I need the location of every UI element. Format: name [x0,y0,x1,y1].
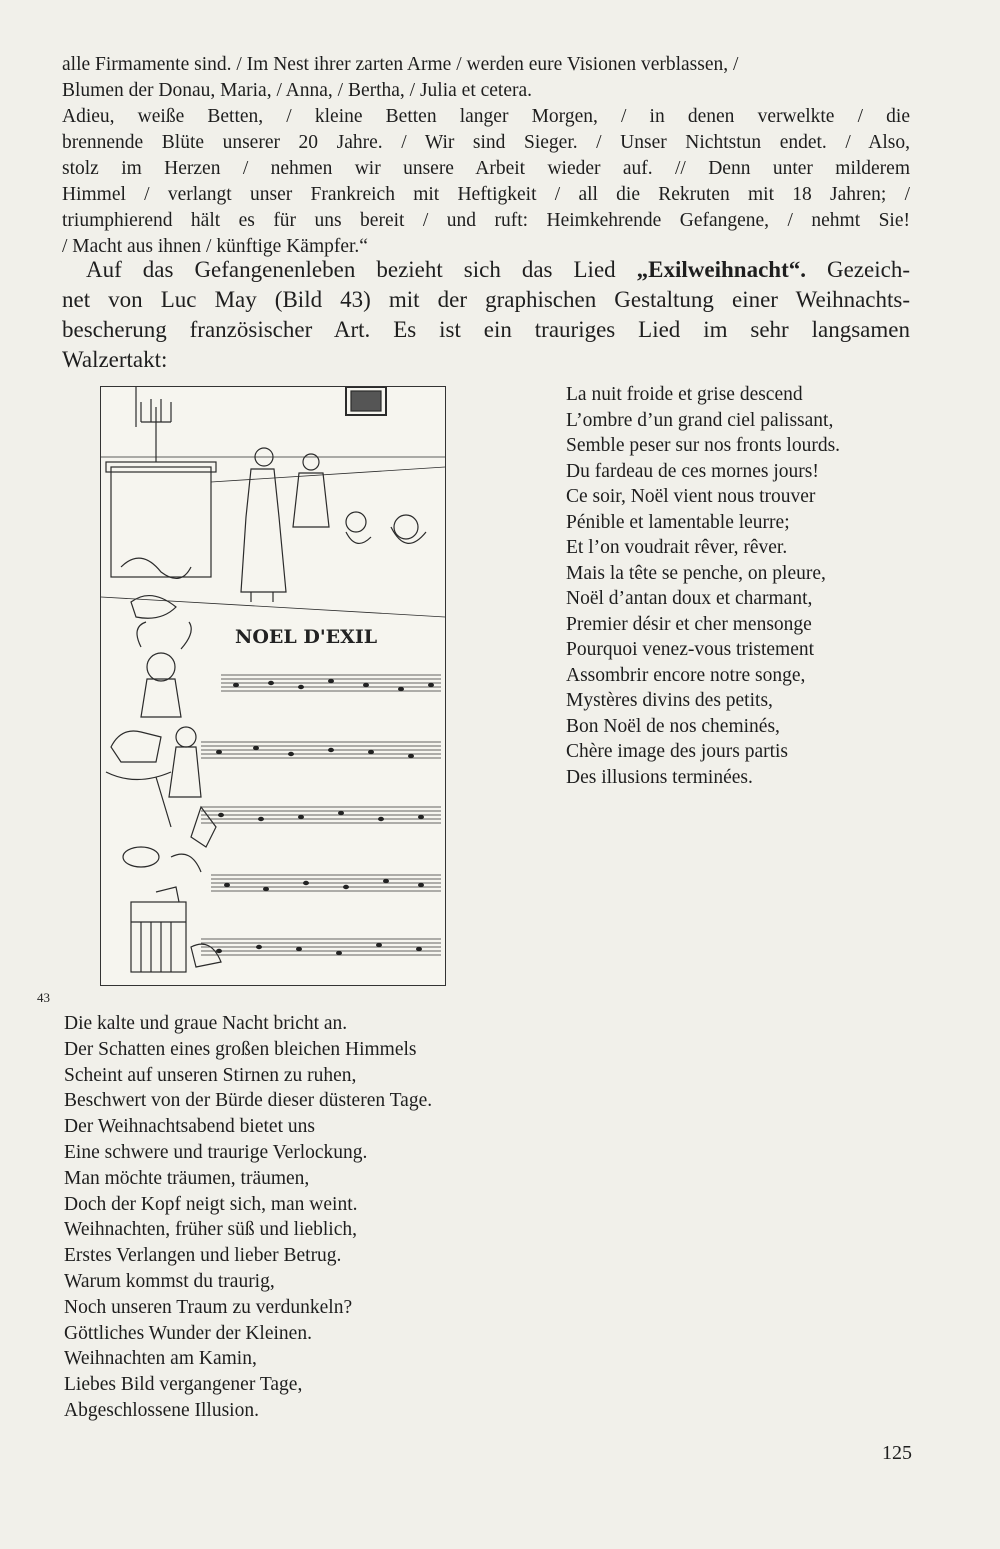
paragraph-translation-end [62,52,910,260]
song-title-emphasis: „Exilweihnacht“. [636,257,806,282]
song-illustration [100,386,446,986]
text-span: Auf das Gefangenenleben bezieht sich das Lied [86,257,637,282]
lyric-line: Liebes Bild vergangener Tage, [64,1374,303,1396]
text-line: Himmel / verlangt unser Frankreich mit Heftigkeit / all die Rekruten mit 18 Jahren; / [62,184,910,205]
paragraph-exilweihnacht [62,255,910,375]
illustration-drawing [101,387,445,985]
lyric-line: Weihnachten am Kamin, [64,1348,257,1370]
lyric-line: Warum kommst du traurig, [64,1270,275,1292]
text-span: Gezeich- [805,257,910,282]
text-line: stolz im Herzen / nehmen wir unsere Arbeit wieder auf. // Denn unter milderem [62,158,910,179]
text-line: brennende Blüte unserer 20 Jahre. / Wir sind Sieger. / Unser Nichtstun endet. / Also, [62,132,910,153]
lyric-line: Weihnachten, früher süß und lieblich, [64,1219,358,1241]
lyric-line: Semble peser sur nos fronts lourds. [566,435,841,456]
lyric-line: La nuit froide et grise descend [566,384,803,405]
lyric-line: Die kalte und graue Nacht bricht an. [64,1013,348,1034]
text-line: triumphierend hält es für uns bereit / und ruft: Heimkehrende Gefangene, / nehmt Sie! [62,210,910,231]
lyric-line: Der Schatten eines großen bleichen Himmels [64,1038,417,1060]
lyric-line: L’ombre d’un grand ciel palissant, [566,409,834,431]
lyric-line: Mais la tête se penche, on pleure, [566,562,826,584]
lyric-line: Scheint auf unseren Stirnen zu ruhen, [64,1064,357,1086]
lyric-line: Chère image des jours partis [566,741,789,762]
wall-picture-inner [351,391,381,411]
lyric-line: Pourquoi venez-vous tristement [566,639,815,660]
text-line: Adieu, weiße Betten, / kleine Betten langer Morgen, / in denen verwelkte / die [62,106,910,127]
lyric-line: Premier désir et cher mensonge [566,613,812,635]
lyric-line: Erstes Verlangen und lieber Betrug. [64,1245,342,1267]
child-figure [241,448,286,602]
rocking-horse-icon [106,731,171,780]
lyric-line: Du fardeau de ces mornes jours! [566,460,819,482]
lyric-line: Et l’on voudrait rêver, rêver. [566,537,788,558]
text-line: Walzertakt: [62,347,168,372]
child-figure [293,454,329,527]
lyric-line: Des illusions terminées. [566,766,753,788]
child-figure [169,727,201,797]
lyric-line: Noël d’antan doux et charmant, [566,588,813,609]
lyric-line: Der Weihnachtsabend bietet uns [64,1116,315,1138]
lyric-line: Assombrir encore notre songe, [566,664,806,686]
text-line: bescherung französischer Art. Es ist ein trauriges Lied im sehr langsamen [62,317,910,342]
lyric-line: Man möchte träumen, träumen, [64,1167,310,1189]
lyric-line: Mystères divins des petits, [566,690,773,711]
doll-figure [137,622,191,717]
german-lyrics [64,1011,432,1424]
music-staves [201,675,441,955]
text-line: alle Firmamente sind. / Im Nest ihrer zarten Arme / werden eure Visionen verblassen, / [62,54,739,75]
text-line: Blumen der Donau, Maria, / Anna, / Bertha, / Julia et cetera. [62,80,533,101]
toy-piano-icon [131,887,186,972]
music-notes [216,679,434,955]
text-line [62,255,910,285]
candelabra-icon [136,387,171,462]
french-lyrics [566,382,840,790]
lyric-line: Beschwert von der Bürde dieser düsteren Tage. [64,1090,433,1112]
lyric-line: Bon Noël de nos cheminés, [566,715,780,737]
lyric-line: Noch unseren Traum zu verdunkeln? [64,1296,353,1318]
text-line: / Macht aus ihnen / künftige Kämpfer.“ [62,236,368,257]
lyric-line: Ce soir, Noël vient nous trouver [566,486,816,507]
lyric-line: Abgeschlossene Illusion. [64,1399,259,1421]
lyric-line: Pénible et lamentable leurre; [566,511,790,533]
lyric-line: Göttliches Wunder der Kleinen. [64,1322,312,1344]
lyric-line: Eine schwere und traurige Verlockung. [64,1141,368,1163]
text-line: net von Luc May (Bild 43) mit der graphischen Gestaltung einer Weihnachts- [62,287,910,312]
song-title: NOEL D'EXIL [235,626,378,648]
figure-number: 43 [37,990,50,1005]
lyric-line: Doch der Kopf neigt sich, man weint. [64,1193,358,1215]
page-number: 125 [882,1442,912,1464]
